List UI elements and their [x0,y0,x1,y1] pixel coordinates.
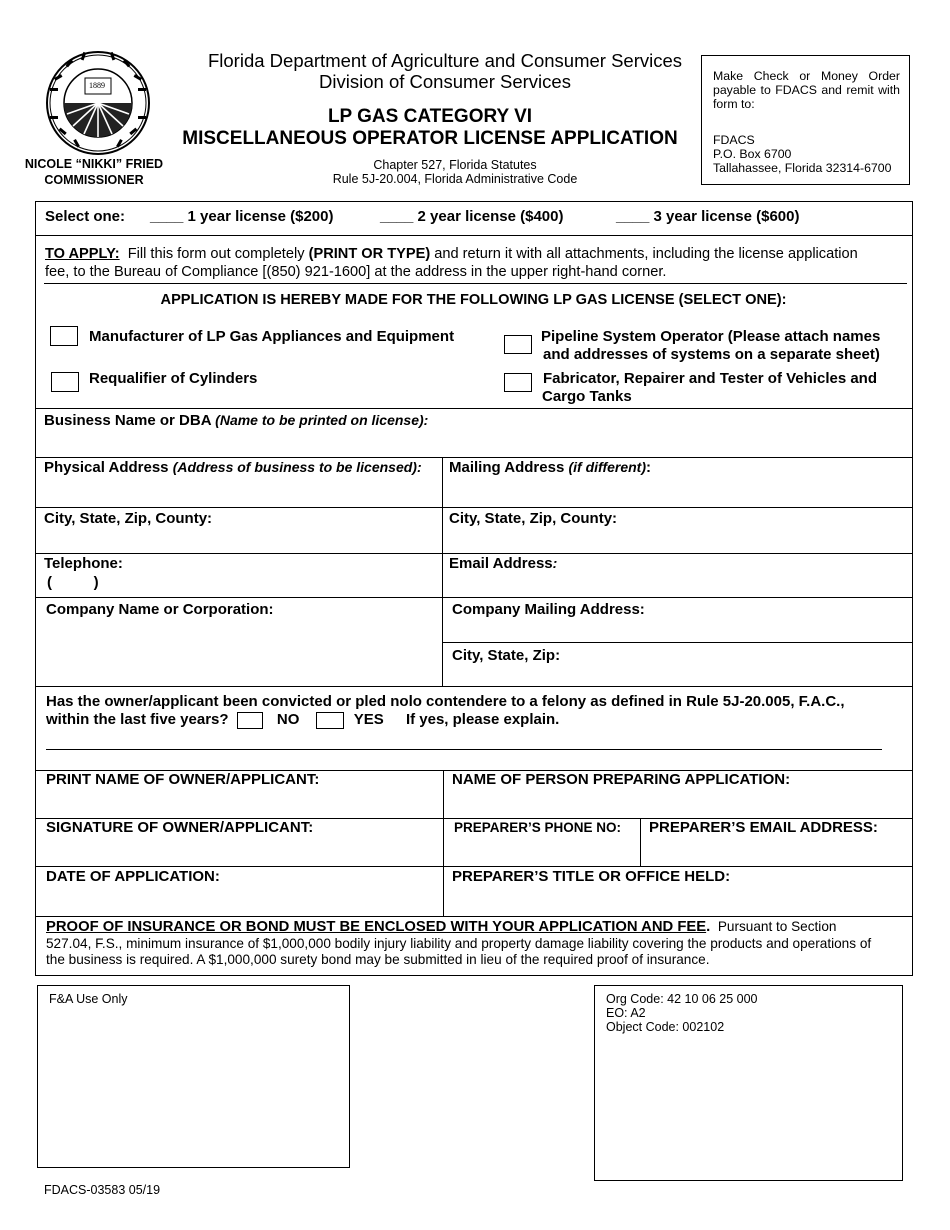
apply-print-or-type: (PRINT OR TYPE) [308,246,431,262]
license-term-2yr[interactable] [380,208,563,225]
license-type-heading: APPLICATION IS HEREBY MADE FOR THE FOLLOWING LP GAS LICENSE (SELECT ONE): [160,292,787,308]
accounting-codes-box [594,985,903,1181]
divider [35,916,912,917]
fabricator-label-line2: Cargo Tanks [542,388,632,405]
division-name: Division of Consumer Services [319,71,571,92]
insurance-line1-tail: Pursuant to Section [717,919,837,934]
divider [35,597,912,598]
apply-text1: Fill this form out completely [127,246,305,262]
insurance-line3: the business is required. A $1,000,000 surety bond may be submitted in lieu of the required proof of insurance. [46,952,710,967]
department-seal [45,50,151,156]
license-term-3yr-label: 3 year license ($600) [653,208,800,225]
fabricator-checkbox[interactable] [504,373,532,392]
eo-code: EO: A2 [606,1006,646,1020]
preparer-name-field[interactable]: NAME OF PERSON PREPARING APPLICATION: [452,771,791,788]
divider [35,507,912,508]
insurance-line2: 527.04, F.S., minimum insurance of $1,000,000 bodily injury liability and property damage liability covering the products and operations of [46,935,872,951]
fabricator-label-line1: Fabricator, Repairer and Tester of Vehicles and [543,370,878,387]
form-number: FDACS-03583 05/19 [44,1183,161,1197]
pipeline-label-line2: and addresses of systems on a separate sheet) [543,346,880,363]
fa-use-only-box [37,985,350,1168]
statute-reference: Chapter 527, Florida Statutes [373,158,537,172]
felony-yes-checkbox[interactable] [316,712,344,729]
rule-reference: Rule 5J-20.004, Florida Administrative Code [332,172,578,186]
blank-line: ____ [380,208,414,225]
manufacturer-label: Manufacturer of LP Gas Appliances and Equipment [89,328,455,345]
divider [35,235,912,236]
remit-address-line2: P.O. Box 6700 [713,147,792,161]
company-mailing-address-field[interactable]: Company Mailing Address: [452,601,645,618]
apply-lead: TO APPLY: [45,246,120,262]
column-divider [640,818,641,867]
insurance-heading: PROOF OF INSURANCE OR BOND MUST BE ENCLOSED WITH YOUR APPLICATION AND FEE [46,919,707,935]
requalifier-label: Requalifier of Cylinders [89,370,258,387]
physical-address-field[interactable] [44,459,422,476]
org-code: Org Code: 42 10 06 25 000 [606,992,758,1006]
physical-address-note: (Address of business to be licensed): [172,459,422,475]
apply-text2: and return it with all attachments, including the license application [434,246,858,262]
column-divider [442,457,443,686]
signature-field[interactable]: SIGNATURE OF OWNER/APPLICANT: [46,819,314,836]
pipeline-label-line1: Pipeline System Operator (Please attach names [541,328,881,345]
colon: : [552,555,558,571]
email-address-field[interactable] [449,555,557,572]
department-name: Florida Department of Agriculture and Consumer Services [207,50,683,71]
preparer-title-field[interactable]: PREPARER’S TITLE OR OFFICE HELD: [452,868,731,885]
blank-line: ____ [150,208,184,225]
license-term-1yr[interactable] [150,208,333,225]
remit-instructions: Make Check or Money Order payable to FDACS and remit with form to: [713,69,900,111]
object-code: Object Code: 002102 [606,1020,725,1034]
physical-address-label: Physical Address [44,459,169,476]
form-title-line2: MISCELLANEOUS OPERATOR LICENSE APPLICATION [182,128,678,149]
seal-year: 1889 [89,81,105,90]
telephone-field[interactable]: Telephone: [44,555,123,572]
felony-no-label: NO [276,711,300,728]
license-term-1yr-label: 1 year license ($200) [187,208,334,225]
felony-yes-label: YES [353,711,384,728]
mailing-city-state-zip-county-field[interactable]: City, State, Zip, County: [449,510,618,527]
company-name-field[interactable]: Company Name or Corporation: [46,601,274,618]
license-term-3yr[interactable] [616,208,799,225]
divider [35,457,912,458]
felony-question-line2 [46,711,559,729]
column-divider [443,770,444,916]
divider [35,686,912,687]
fa-use-only-label: F&A Use Only [49,992,128,1006]
date-of-application-field[interactable]: DATE OF APPLICATION: [46,868,220,885]
blank-line: ____ [616,208,650,225]
divider [442,642,912,643]
remit-address-line3: Tallahassee, Florida 32314-6700 [713,161,892,175]
divider [44,283,907,284]
colon: : [646,459,651,476]
divider [35,866,912,867]
telephone-area-code[interactable]: ( ) [47,574,99,591]
felony-question-text: within the last five years? [46,711,229,728]
pipeline-checkbox[interactable] [504,335,532,354]
felony-no-checkbox[interactable] [237,712,263,729]
preparer-phone-field[interactable]: PREPARER’S PHONE NO: [454,820,622,835]
commissioner-name: NICOLE “NIKKI” FRIED [24,157,164,171]
preparer-email-field[interactable]: PREPARER’S EMAIL ADDRESS: [649,819,878,836]
manufacturer-checkbox[interactable] [50,326,78,346]
print-name-field[interactable]: PRINT NAME OF OWNER/APPLICANT: [46,771,320,788]
remit-address-line1: FDACS [713,133,755,147]
apply-instructions [45,245,910,281]
divider [35,553,912,554]
form-frame [35,201,913,976]
commissioner-title: COMMISSIONER [44,173,144,187]
form-title-line1: LP GAS CATEGORY VI [327,106,533,127]
email-address-label: Email Address [449,555,553,572]
company-city-state-zip-field[interactable]: City, State, Zip: [452,647,561,664]
felony-explanation-line[interactable] [46,749,882,750]
apply-line2: fee, to the Bureau of Compliance [(850) 921-1600] at the address in the upper right-hand corner. [45,264,667,280]
remit-box [701,55,910,185]
felony-explain-label: If yes, please explain. [405,711,560,728]
requalifier-checkbox[interactable] [51,372,79,392]
city-state-zip-county-field[interactable]: City, State, Zip, County: [44,510,213,527]
mailing-address-label: Mailing Address [449,459,565,476]
insurance-notice [46,919,906,969]
mailing-address-note: (if different) [568,459,646,475]
select-one-label: Select one: [45,208,126,225]
business-name-field[interactable] [44,412,428,429]
business-name-note: (Name to be printed on license): [215,412,429,428]
business-name-label: Business Name or DBA [44,412,211,429]
mailing-address-field[interactable] [449,459,651,476]
felony-question-line1: Has the owner/applicant been convicted or pled nolo contendere to a felony as defined in Rule 5J-20.005, F.A.C., [46,693,845,710]
divider [35,408,912,409]
license-term-2yr-label: 2 year license ($400) [417,208,564,225]
period: . [706,919,711,935]
